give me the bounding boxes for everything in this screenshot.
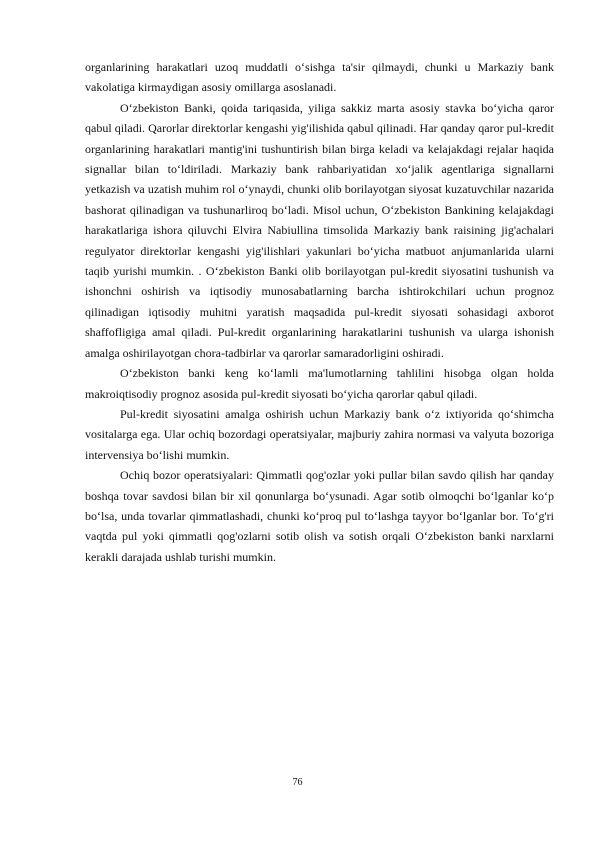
paragraph-2: O‘zbekiston Banki, qoida tariqasida, yiliga sakkiz marta asosiy stavka bo‘yicha qaror qabul qiladi. Qarorlar direktorlar kengashi yig'ilishida qabul qilinadi. Har qanday qaror pul-kredit organlarining harakatlari mantig'ini tushuntirish bilan birga keladi va kelajakdagi rejalar haqida signallar bilan to‘ldiriladi. Markaziy bank rahbariyatidan xo‘jalik agentlariga signallarni yetkazish va uzatish muhim rol o‘ynaydi, chunki olib borilayotgan siyosat kuzatuvchilar nazarida bashorat qilinadigan va tushunarliroq bo‘ladi. Misol uchun, O‘zbekiston Bankining kelajakdagi harakatlariga ishora qiluvchi Elvira Nabiullina timsolida Markaziy bank raisining jig'achalari regulyator direktorlar kengashi yig'ilishlari yakunlari bo‘yicha matbuot anjumanlarida ularni taqib yurishi mumkin. . O‘zbekiston Banki olib borilayotgan pul-kredit siyosatini tushunish va ishonchni oshirish va iqtisodiy munosabatlarning barcha ishtirokchilari uchun prognoz qilinadigan iqtisodiy muhitni yaratish maqsadida pul-kredit siyosati sohasidagi axborot shaffofligiga amal qiladi. Pul-kredit organlarining harakatlarini tushunish va ularga ishonish amalga oshirilayotgan chora-tadbirlar va qarorlar samaradorligini oshiradi. xyxy=(85,100,554,360)
paragraph-4: Pul-kredit siyosatini amalga oshirish uchun Markaziy bank o‘z ixtiyorida qo‘shimcha vositalarga ega. Ular ochiq bozordagi operatsiyalar, majburiy zahira normasi va valyuta bozoriga intervensiya bo‘lishi mumkin. xyxy=(85,406,554,462)
body-text xyxy=(85,57,554,567)
paragraph-1: organlarining harakatlari uzoq muddatli o‘sishga ta'sir qilmaydi, chunki u Markaziy bank vakolatiga kirmaydigan asosiy omillarga asoslanadi. xyxy=(85,60,554,95)
paragraph-5: Ochiq bozor operatsiyalari: Qimmatli qog'ozlar yoki pullar bilan savdo qilish har qanday boshqa tovar savdosi bilan bir xil qonunlarga bo‘ysunadi. Agar sotib olmoqchi bo‘lganlar ko‘p bo‘lsa, unda tovarlar qimmatlashadi, chunki ko‘proq pul to‘lashga tayyor bo‘lganlar bor. To‘g'ri vaqtda pul yoki qimmatli qog'ozlarni sotib olish va sotish orqali O‘zbekiston banki narxlarni kerakli darajada ushlab turishi mumkin. xyxy=(85,468,554,564)
page-number: 76 xyxy=(292,777,303,788)
paragraph-3: O‘zbekiston banki keng ko‘lamli ma'lumotlarning tahlilini hisobga olgan holda makroiqtisodiy prognoz asosida pul-kredit siyosati bo‘yicha qarorlar qabul qiladi. xyxy=(85,366,554,401)
